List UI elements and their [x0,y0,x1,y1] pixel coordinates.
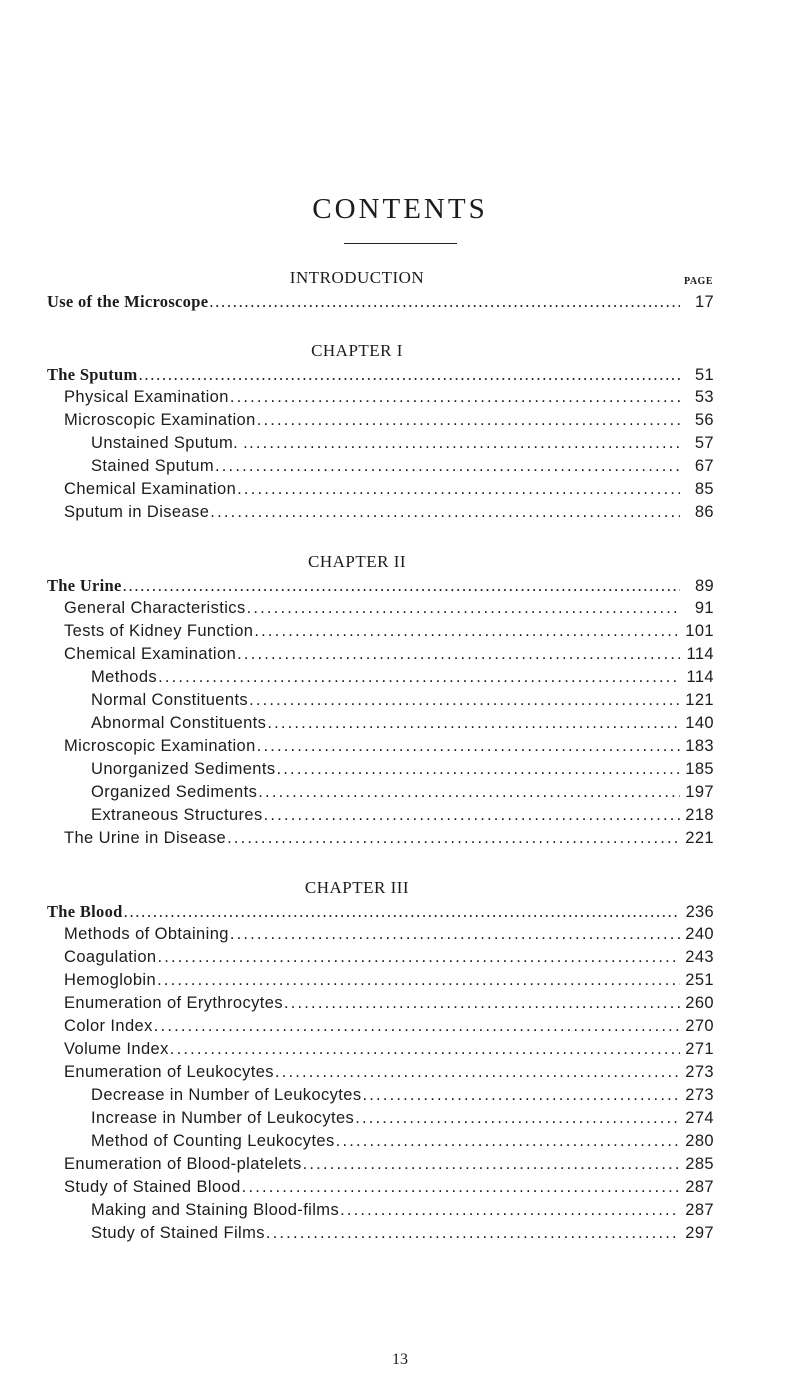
dot-leader [363,1084,680,1107]
dot-leader [230,923,680,946]
section-heading [47,266,713,290]
toc-entry [47,478,714,501]
page-number: 13 [392,1351,408,1368]
dot-leader [303,1153,680,1176]
toc-entry [47,1199,714,1222]
toc-entry-label: The Urine [47,576,122,595]
toc-entry-label: Increase in Number of Leukocytes [91,1109,355,1127]
toc-entry-label: Method of Counting Leukocytes [91,1132,335,1150]
toc-entry-label: Decrease in Number of Leukocytes [91,1086,362,1104]
toc-entry [47,1130,714,1153]
dot-leader [284,992,680,1015]
dot-leader [275,1061,680,1084]
toc-entry-label: Microscopic Examination [64,411,256,429]
toc-entry [47,290,714,313]
toc-entry-page: 185 [685,760,714,778]
toc-entry [47,643,714,666]
toc-entry-page: 197 [685,783,714,801]
section-heading-text: INTRODUCTION [289,268,425,287]
toc-entry [47,620,714,643]
toc-entry [47,409,714,432]
toc-entry-page: 51 [695,366,714,384]
toc-entry [47,363,714,386]
dot-leader [266,1222,680,1245]
dot-leader [258,781,680,804]
toc-entry-label: Normal Constituents [91,691,249,709]
table-of-contents [47,266,714,1245]
dot-leader [170,1038,680,1061]
toc-entry [47,827,714,850]
toc-entry-label: Chemical Examination [64,645,237,663]
toc-entry [47,758,714,781]
toc-entry-label: Study of Stained Films [91,1224,265,1242]
toc-entry-label: Sputum in Disease [64,503,210,521]
toc-entry-page: 271 [685,1040,714,1058]
toc-entry-label: Organized Sediments [91,783,258,801]
dot-leader [340,1199,680,1222]
toc-entry-page: 243 [685,948,714,966]
toc-entry [47,432,714,455]
dot-leader [249,689,680,712]
toc-entry [47,666,714,689]
page-title: CONTENTS [312,193,488,225]
toc-entry-label: Methods of Obtaining [64,925,229,943]
section-heading-text: CHAPTER I [311,341,403,360]
toc-entry-page: 17 [695,293,714,311]
dot-leader [158,666,680,689]
toc-entry-label: Chemical Examination [64,480,237,498]
dot-leader [237,643,680,666]
toc-entry-page: 240 [685,925,714,943]
toc-entry-page: 218 [685,806,714,824]
toc-entry-label: Methods [91,668,158,686]
dot-leader [154,1015,680,1038]
dot-leader [257,735,680,758]
toc-entry-page: 280 [685,1132,714,1150]
dot-leader [210,501,680,524]
toc-entry-label: The Blood [47,902,123,921]
toc-entry [47,969,714,992]
dot-leader [257,409,680,432]
toc-entry-page: 101 [685,622,714,640]
toc-entry-page: 67 [694,457,714,475]
toc-entry-page: 85 [694,480,714,498]
toc-entry-page: 274 [685,1109,714,1127]
page-column-label: PAGE [683,276,713,287]
toc-entry-page: 236 [685,903,714,921]
toc-entry-page: 273 [685,1063,714,1081]
toc-entry-label: The Sputum [47,365,138,384]
section-heading [47,550,667,574]
toc-entry [47,1107,714,1130]
toc-entry-label: The Urine in Disease [64,829,227,847]
toc-entry-label: Hemoglobin [64,971,157,989]
toc-entry-label: Making and Staining Blood-films [91,1201,340,1219]
toc-entry [47,1222,714,1245]
toc-entry-page: 91 [694,599,714,617]
dot-leader [139,363,680,386]
toc-entry [47,455,714,478]
dot-leader [237,478,680,501]
toc-entry-label: Coagulation [64,948,157,966]
toc-entry-label: Use of the Microscope [47,292,209,311]
dot-leader [209,290,680,313]
dot-leader [336,1130,680,1153]
toc-entry [47,900,714,923]
toc-entry-page: 183 [685,737,714,755]
toc-entry [47,1038,714,1061]
toc-entry [47,1153,714,1176]
toc-entry-page: 287 [685,1178,714,1196]
toc-entry [47,597,714,620]
dot-leader [277,758,680,781]
toc-entry [47,1061,714,1084]
toc-entry-page: 251 [685,971,714,989]
toc-entry-label: Stained Sputum [91,457,215,475]
toc-entry-label: Color Index [64,1017,153,1035]
toc-entry-label: Study of Stained Blood [64,1178,241,1196]
toc-entry-page: 285 [685,1155,714,1173]
toc-entry [47,804,714,827]
toc-entry [47,386,714,409]
section-heading [47,339,667,363]
toc-entry-page: 86 [694,503,714,521]
toc-entry [47,781,714,804]
toc-entry-page: 297 [685,1224,714,1242]
toc-entry-label: Enumeration of Blood-platelets [64,1155,302,1173]
toc-entry [47,1176,714,1199]
dot-leader [247,597,680,620]
toc-entry-page: 270 [685,1017,714,1035]
toc-entry-page: 140 [685,714,714,732]
dot-leader [157,946,680,969]
toc-entry-label: Microscopic Examination [64,737,256,755]
toc-entry [47,992,714,1015]
section-heading-text: CHAPTER III [304,878,410,897]
dot-leader [157,969,680,992]
dot-leader [124,900,680,923]
dot-leader [230,386,680,409]
toc-entry-label: Abnormal Constituents [91,714,267,732]
dot-leader [355,1107,680,1130]
toc-entry-page: 260 [685,994,714,1012]
toc-entry-label: Unorganized Sediments [91,760,276,778]
toc-entry-label: Volume Index [64,1040,169,1058]
toc-entry-label: Tests of Kidney Function [64,622,254,640]
toc-entry-page: 56 [694,411,714,429]
toc-entry-label: General Characteristics [64,599,246,617]
toc-entry-page: 89 [695,577,714,595]
dot-leader [264,804,680,827]
toc-entry [47,1015,714,1038]
toc-entry-page: 221 [685,829,714,847]
toc-entry-label: Enumeration of Leukocytes [64,1063,274,1081]
toc-entry [47,923,714,946]
toc-entry [47,1084,714,1107]
section-heading [47,876,667,900]
dot-leader [249,432,680,455]
toc-entry-page: 287 [685,1201,714,1219]
dot-leader [227,827,680,850]
toc-entry [47,574,714,597]
toc-entry-page: 53 [694,388,714,406]
toc-entry-label: Enumeration of Erythrocytes [64,994,283,1012]
toc-entry-page: 121 [685,691,714,709]
toc-entry [47,946,714,969]
dot-leader [215,455,680,478]
dot-leader [267,712,680,735]
toc-entry-page: 57 [694,434,714,452]
dot-leader [242,1176,680,1199]
toc-entry-label: Physical Examination [64,388,229,406]
dot-leader [123,574,680,597]
toc-entry-page: 114 [686,645,714,663]
toc-entry-label: Unstained Sputum. . [91,434,249,452]
toc-entry [47,712,714,735]
toc-entry-page: 114 [686,668,714,686]
toc-entry [47,689,714,712]
toc-entry-label: Extraneous Structures [91,806,263,824]
toc-entry [47,735,714,758]
dot-leader [254,620,680,643]
toc-entry [47,501,714,524]
section-heading-text: CHAPTER II [307,552,407,571]
title-divider [344,243,457,244]
toc-entry-page: 273 [685,1086,714,1104]
